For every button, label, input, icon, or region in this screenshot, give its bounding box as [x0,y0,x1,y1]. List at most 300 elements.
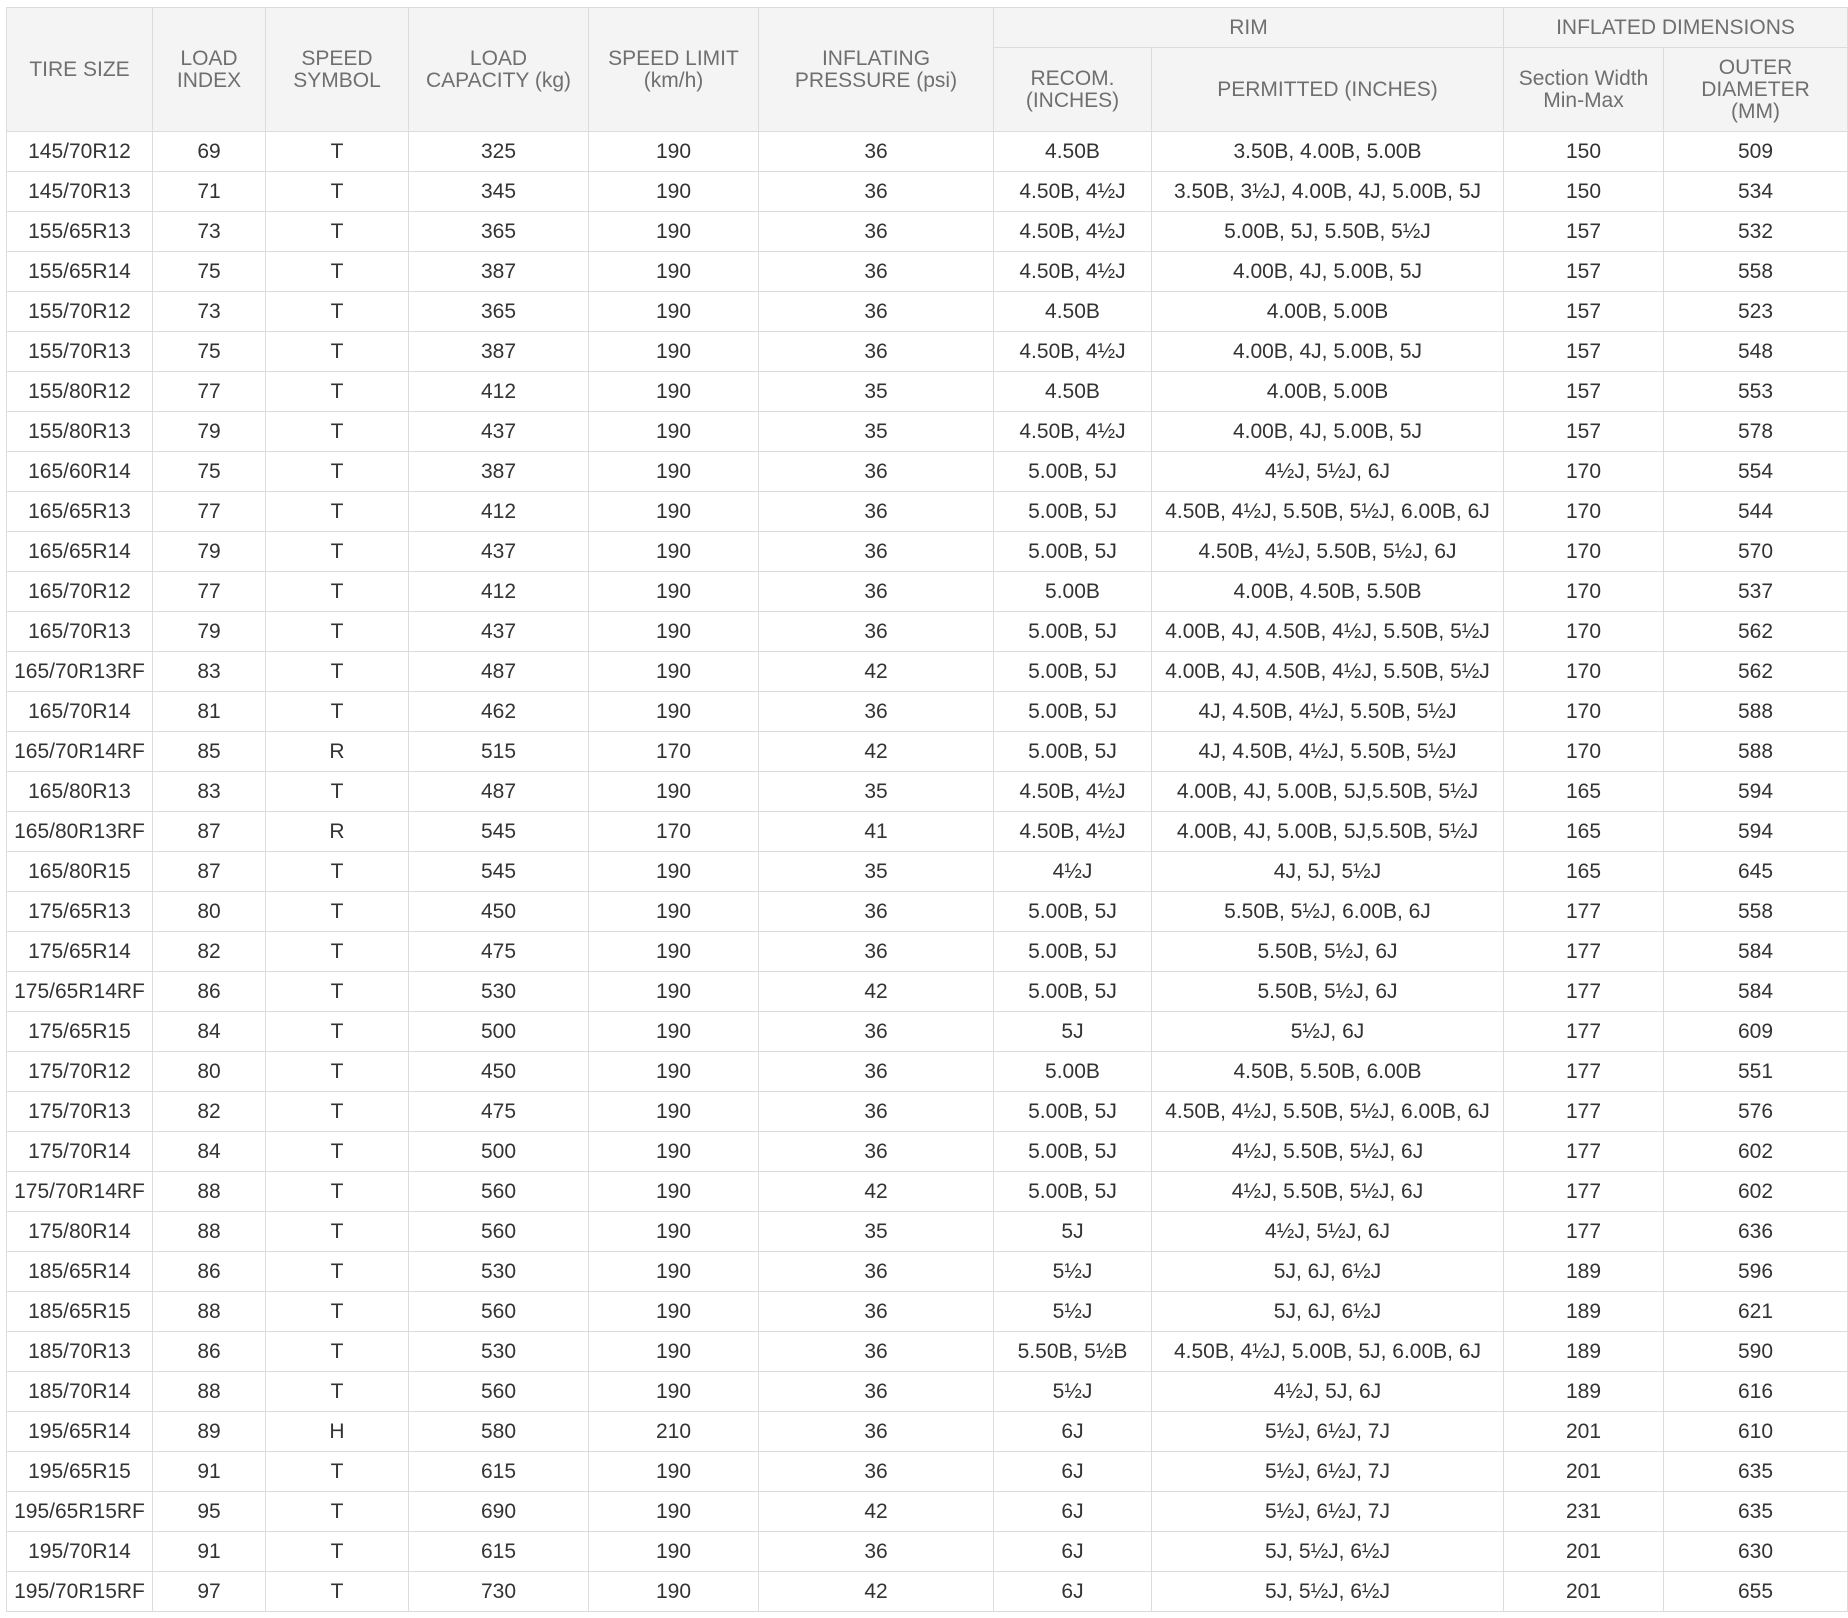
header-inflated-dimensions: INFLATED DIMENSIONS [1504,8,1848,48]
section-width-cell: 177 [1504,1132,1664,1172]
outer-diameter-cell: 645 [1664,852,1848,892]
tire-size-cell: 165/65R14 [7,532,153,572]
speed-symbol-cell: T [266,972,409,1012]
outer-diameter-cell: 594 [1664,812,1848,852]
section-width-cell: 201 [1504,1572,1664,1612]
rim-permitted-cell: 4½J, 5.50B, 5½J, 6J [1152,1132,1504,1172]
load-index-cell: 91 [153,1532,266,1572]
section-width-cell: 150 [1504,172,1664,212]
load-index-cell: 88 [153,1292,266,1332]
speed-limit-cell: 170 [589,732,759,772]
speed-limit-cell: 190 [589,852,759,892]
outer-diameter-cell: 588 [1664,732,1848,772]
speed-symbol-cell: T [266,1492,409,1532]
inflating-pressure-cell: 36 [759,1372,994,1412]
load-index-cell: 83 [153,772,266,812]
table-row [7,172,1848,212]
table-row [7,1332,1848,1372]
inflating-pressure-cell: 42 [759,1492,994,1532]
outer-diameter-cell: 523 [1664,292,1848,332]
load-index-cell: 79 [153,412,266,452]
speed-symbol-cell: T [266,1532,409,1572]
tire-size-cell: 185/70R14 [7,1372,153,1412]
section-width-cell: 177 [1504,1052,1664,1092]
speed-symbol-cell: T [266,612,409,652]
section-width-cell: 177 [1504,1012,1664,1052]
load-capacity-cell: 530 [409,1332,589,1372]
rim-permitted-cell: 4½J, 5.50B, 5½J, 6J [1152,1172,1504,1212]
inflating-pressure-cell: 36 [759,1452,994,1492]
rim-permitted-cell: 4.00B, 4J, 4.50B, 4½J, 5.50B, 5½J [1152,652,1504,692]
load-index-cell: 84 [153,1012,266,1052]
tire-size-cell: 165/80R15 [7,852,153,892]
speed-symbol-cell: T [266,1292,409,1332]
rim-permitted-cell: 5J, 5½J, 6½J [1152,1572,1504,1612]
tire-size-cell: 155/70R12 [7,292,153,332]
load-capacity-cell: 475 [409,1092,589,1132]
speed-limit-cell: 190 [589,892,759,932]
speed-limit-cell: 190 [589,692,759,732]
header-outer-diameter: OUTER DIAMETER (MM) [1664,48,1848,132]
section-width-cell: 189 [1504,1372,1664,1412]
section-width-cell: 157 [1504,212,1664,252]
rim-recom-cell: 5.00B, 5J [994,652,1152,692]
tire-size-cell: 195/65R15RF [7,1492,153,1532]
load-capacity-cell: 545 [409,852,589,892]
rim-recom-cell: 4.50B, 4½J [994,772,1152,812]
speed-limit-cell: 190 [589,212,759,252]
inflating-pressure-cell: 41 [759,812,994,852]
load-index-cell: 86 [153,1252,266,1292]
inflating-pressure-cell: 42 [759,652,994,692]
load-index-cell: 82 [153,932,266,972]
speed-limit-cell: 190 [589,412,759,452]
outer-diameter-cell: 562 [1664,612,1848,652]
rim-permitted-cell: 4.00B, 5.00B [1152,292,1504,332]
speed-limit-cell: 190 [589,1092,759,1132]
header-load-capacity: LOAD CAPACITY (kg) [409,8,589,132]
load-capacity-cell: 615 [409,1532,589,1572]
tire-size-cell: 165/70R12 [7,572,153,612]
tire-size-cell: 175/65R14RF [7,972,153,1012]
load-index-cell: 86 [153,972,266,1012]
speed-limit-cell: 190 [589,572,759,612]
load-capacity-cell: 437 [409,612,589,652]
speed-limit-cell: 190 [589,1372,759,1412]
inflating-pressure-cell: 36 [759,932,994,972]
load-capacity-cell: 500 [409,1132,589,1172]
speed-symbol-cell: T [266,1452,409,1492]
load-capacity-cell: 560 [409,1212,589,1252]
rim-permitted-cell: 4J, 4.50B, 4½J, 5.50B, 5½J [1152,692,1504,732]
rim-permitted-cell: 4.00B, 4J, 5.00B, 5J,5.50B, 5½J [1152,772,1504,812]
load-capacity-cell: 437 [409,532,589,572]
load-capacity-cell: 365 [409,212,589,252]
table-row [7,1532,1848,1572]
inflating-pressure-cell: 36 [759,1412,994,1452]
tire-size-cell: 185/70R13 [7,1332,153,1372]
speed-symbol-cell: T [266,852,409,892]
rim-recom-cell: 4.50B [994,292,1152,332]
inflating-pressure-cell: 36 [759,492,994,532]
header-inflating-pressure: INFLATING PRESSURE (psi) [759,8,994,132]
load-index-cell: 83 [153,652,266,692]
inflating-pressure-cell: 35 [759,1212,994,1252]
tire-spec-table-container [6,7,1848,1612]
table-row [7,1092,1848,1132]
outer-diameter-cell: 562 [1664,652,1848,692]
speed-symbol-cell: T [266,252,409,292]
rim-permitted-cell: 5.50B, 5½J, 6.00B, 6J [1152,892,1504,932]
rim-permitted-cell: 4½J, 5½J, 6J [1152,452,1504,492]
tire-spec-table [6,7,1848,1612]
inflating-pressure-cell: 36 [759,1132,994,1172]
speed-limit-cell: 190 [589,452,759,492]
rim-recom-cell: 4.50B, 4½J [994,332,1152,372]
rim-permitted-cell: 4J, 5J, 5½J [1152,852,1504,892]
speed-limit-cell: 190 [589,932,759,972]
speed-limit-cell: 190 [589,1012,759,1052]
speed-symbol-cell: T [266,412,409,452]
table-row [7,692,1848,732]
rim-recom-cell: 6J [994,1452,1152,1492]
speed-symbol-cell: T [266,452,409,492]
table-row [7,732,1848,772]
load-capacity-cell: 515 [409,732,589,772]
load-capacity-cell: 437 [409,412,589,452]
outer-diameter-cell: 635 [1664,1452,1848,1492]
rim-permitted-cell: 5J, 6J, 6½J [1152,1252,1504,1292]
tire-size-cell: 165/70R14 [7,692,153,732]
table-row [7,252,1848,292]
table-row [7,772,1848,812]
load-index-cell: 82 [153,1092,266,1132]
load-capacity-cell: 365 [409,292,589,332]
outer-diameter-cell: 551 [1664,1052,1848,1092]
outer-diameter-cell: 578 [1664,412,1848,452]
inflating-pressure-cell: 36 [759,332,994,372]
speed-symbol-cell: T [266,652,409,692]
tire-size-cell: 175/65R15 [7,1012,153,1052]
rim-permitted-cell: 4.50B, 4½J, 5.50B, 5½J, 6.00B, 6J [1152,1092,1504,1132]
header-rim: RIM [994,8,1504,48]
tire-size-cell: 175/70R12 [7,1052,153,1092]
section-width-cell: 157 [1504,332,1664,372]
speed-symbol-cell: T [266,1012,409,1052]
inflating-pressure-cell: 35 [759,852,994,892]
rim-permitted-cell: 4J, 4.50B, 4½J, 5.50B, 5½J [1152,732,1504,772]
rim-recom-cell: 4.50B, 4½J [994,812,1152,852]
rim-recom-cell: 4.50B [994,372,1152,412]
speed-symbol-cell: T [266,532,409,572]
table-row [7,1492,1848,1532]
speed-symbol-cell: T [266,772,409,812]
rim-recom-cell: 5.00B, 5J [994,892,1152,932]
speed-limit-cell: 190 [589,1572,759,1612]
table-row [7,1292,1848,1332]
outer-diameter-cell: 584 [1664,932,1848,972]
load-index-cell: 77 [153,372,266,412]
speed-limit-cell: 190 [589,1532,759,1572]
speed-symbol-cell: T [266,1132,409,1172]
speed-limit-cell: 190 [589,1212,759,1252]
tire-size-cell: 195/65R15 [7,1452,153,1492]
speed-limit-cell: 190 [589,252,759,292]
speed-symbol-cell: T [266,492,409,532]
tire-size-cell: 145/70R12 [7,132,153,172]
section-width-cell: 157 [1504,292,1664,332]
inflating-pressure-cell: 36 [759,172,994,212]
tire-size-cell: 175/65R13 [7,892,153,932]
rim-recom-cell: 5.00B, 5J [994,692,1152,732]
inflating-pressure-cell: 36 [759,1052,994,1092]
speed-symbol-cell: T [266,1372,409,1412]
table-row [7,1572,1848,1612]
outer-diameter-cell: 602 [1664,1172,1848,1212]
load-index-cell: 73 [153,212,266,252]
speed-limit-cell: 190 [589,612,759,652]
load-capacity-cell: 412 [409,372,589,412]
outer-diameter-cell: 621 [1664,1292,1848,1332]
outer-diameter-cell: 554 [1664,452,1848,492]
table-row [7,452,1848,492]
rim-permitted-cell: 5.00B, 5J, 5.50B, 5½J [1152,212,1504,252]
load-capacity-cell: 325 [409,132,589,172]
rim-permitted-cell: 5½J, 6J [1152,1012,1504,1052]
rim-permitted-cell: 4½J, 5½J, 6J [1152,1212,1504,1252]
outer-diameter-cell: 532 [1664,212,1848,252]
load-index-cell: 79 [153,532,266,572]
table-row [7,1052,1848,1092]
section-width-cell: 170 [1504,652,1664,692]
section-width-cell: 170 [1504,452,1664,492]
outer-diameter-cell: 558 [1664,252,1848,292]
load-index-cell: 89 [153,1412,266,1452]
load-capacity-cell: 387 [409,252,589,292]
outer-diameter-cell: 655 [1664,1572,1848,1612]
outer-diameter-cell: 590 [1664,1332,1848,1372]
section-width-cell: 170 [1504,532,1664,572]
tire-size-cell: 175/70R14 [7,1132,153,1172]
speed-symbol-cell: T [266,1332,409,1372]
section-width-cell: 189 [1504,1332,1664,1372]
speed-symbol-cell: T [266,1212,409,1252]
section-width-cell: 177 [1504,892,1664,932]
load-capacity-cell: 530 [409,1252,589,1292]
section-width-cell: 157 [1504,412,1664,452]
load-index-cell: 73 [153,292,266,332]
section-width-cell: 170 [1504,492,1664,532]
inflating-pressure-cell: 36 [759,1252,994,1292]
table-row [7,972,1848,1012]
header-speed-limit: SPEED LIMIT (km/h) [589,8,759,132]
outer-diameter-cell: 616 [1664,1372,1848,1412]
section-width-cell: 177 [1504,1172,1664,1212]
outer-diameter-cell: 635 [1664,1492,1848,1532]
section-width-cell: 157 [1504,252,1664,292]
speed-symbol-cell: T [266,372,409,412]
table-row [7,932,1848,972]
tire-size-cell: 155/80R13 [7,412,153,452]
speed-limit-cell: 190 [589,652,759,692]
table-row [7,132,1848,172]
load-capacity-cell: 580 [409,1412,589,1452]
inflating-pressure-cell: 36 [759,1532,994,1572]
table-row [7,1372,1848,1412]
speed-limit-cell: 190 [589,1492,759,1532]
rim-recom-cell: 5.00B, 5J [994,732,1152,772]
rim-permitted-cell: 5½J, 6½J, 7J [1152,1412,1504,1452]
header-rim-recom: RECOM. (INCHES) [994,48,1152,132]
speed-symbol-cell: T [266,1052,409,1092]
tire-size-cell: 165/65R13 [7,492,153,532]
speed-symbol-cell: T [266,572,409,612]
table-row [7,1172,1848,1212]
load-capacity-cell: 545 [409,812,589,852]
speed-symbol-cell: T [266,1172,409,1212]
outer-diameter-cell: 630 [1664,1532,1848,1572]
load-capacity-cell: 387 [409,332,589,372]
section-width-cell: 165 [1504,812,1664,852]
speed-limit-cell: 190 [589,1452,759,1492]
load-index-cell: 91 [153,1452,266,1492]
speed-symbol-cell: T [266,892,409,932]
table-row [7,1132,1848,1172]
speed-symbol-cell: T [266,1252,409,1292]
speed-limit-cell: 170 [589,812,759,852]
table-row [7,1452,1848,1492]
inflating-pressure-cell: 36 [759,572,994,612]
rim-recom-cell: 5.00B, 5J [994,1172,1152,1212]
load-index-cell: 81 [153,692,266,732]
speed-symbol-cell: T [266,332,409,372]
speed-limit-cell: 190 [589,1292,759,1332]
rim-recom-cell: 5½J [994,1292,1152,1332]
table-row [7,492,1848,532]
inflating-pressure-cell: 36 [759,212,994,252]
section-width-cell: 201 [1504,1452,1664,1492]
rim-permitted-cell: 4.50B, 4½J, 5.00B, 5J, 6.00B, 6J [1152,1332,1504,1372]
section-width-cell: 177 [1504,1092,1664,1132]
speed-symbol-cell: T [266,172,409,212]
table-row [7,332,1848,372]
tire-size-cell: 165/70R13RF [7,652,153,692]
rim-permitted-cell: 4.00B, 5.00B [1152,372,1504,412]
rim-recom-cell: 4½J [994,852,1152,892]
speed-symbol-cell: T [266,212,409,252]
load-index-cell: 75 [153,252,266,292]
section-width-cell: 177 [1504,932,1664,972]
section-width-cell: 170 [1504,732,1664,772]
load-index-cell: 79 [153,612,266,652]
table-row [7,892,1848,932]
rim-permitted-cell: 4.00B, 4.50B, 5.50B [1152,572,1504,612]
outer-diameter-cell: 584 [1664,972,1848,1012]
load-index-cell: 84 [153,1132,266,1172]
inflating-pressure-cell: 42 [759,732,994,772]
tire-size-cell: 165/70R14RF [7,732,153,772]
section-width-cell: 177 [1504,972,1664,1012]
load-capacity-cell: 462 [409,692,589,732]
section-width-cell: 165 [1504,772,1664,812]
section-width-cell: 150 [1504,132,1664,172]
outer-diameter-cell: 558 [1664,892,1848,932]
rim-recom-cell: 5J [994,1012,1152,1052]
load-capacity-cell: 615 [409,1452,589,1492]
load-capacity-cell: 560 [409,1292,589,1332]
load-capacity-cell: 387 [409,452,589,492]
speed-symbol-cell: R [266,812,409,852]
speed-limit-cell: 190 [589,172,759,212]
tire-size-cell: 155/65R14 [7,252,153,292]
load-index-cell: 85 [153,732,266,772]
table-row [7,1412,1848,1452]
speed-limit-cell: 190 [589,772,759,812]
table-row [7,1012,1848,1052]
outer-diameter-cell: 602 [1664,1132,1848,1172]
speed-limit-cell: 190 [589,1252,759,1292]
load-index-cell: 80 [153,1052,266,1092]
rim-recom-cell: 5.00B, 5J [994,1132,1152,1172]
tire-size-cell: 165/80R13 [7,772,153,812]
rim-recom-cell: 5½J [994,1372,1152,1412]
rim-permitted-cell: 5.50B, 5½J, 6J [1152,932,1504,972]
rim-permitted-cell: 4.50B, 4½J, 5.50B, 5½J, 6J [1152,532,1504,572]
outer-diameter-cell: 534 [1664,172,1848,212]
rim-permitted-cell: 4.00B, 4J, 5.00B, 5J [1152,412,1504,452]
section-width-cell: 170 [1504,612,1664,652]
table-row [7,1212,1848,1252]
tire-size-cell: 195/70R15RF [7,1572,153,1612]
table-body [7,132,1848,1612]
tire-size-cell: 175/80R14 [7,1212,153,1252]
outer-diameter-cell: 570 [1664,532,1848,572]
header-tire-size: TIRE SIZE [7,8,153,132]
load-capacity-cell: 690 [409,1492,589,1532]
inflating-pressure-cell: 36 [759,532,994,572]
table-header [7,8,1848,132]
outer-diameter-cell: 588 [1664,692,1848,732]
outer-diameter-cell: 594 [1664,772,1848,812]
rim-recom-cell: 5.00B, 5J [994,972,1152,1012]
inflating-pressure-cell: 42 [759,1172,994,1212]
tire-size-cell: 165/60R14 [7,452,153,492]
rim-recom-cell: 5½J [994,1252,1152,1292]
speed-symbol-cell: T [266,692,409,732]
inflating-pressure-cell: 36 [759,452,994,492]
speed-symbol-cell: T [266,1572,409,1612]
inflating-pressure-cell: 36 [759,132,994,172]
inflating-pressure-cell: 36 [759,292,994,332]
load-capacity-cell: 345 [409,172,589,212]
speed-symbol-cell: H [266,1412,409,1452]
inflating-pressure-cell: 36 [759,1092,994,1132]
rim-recom-cell: 5.00B [994,1052,1152,1092]
table-row [7,572,1848,612]
rim-recom-cell: 6J [994,1492,1152,1532]
load-index-cell: 86 [153,1332,266,1372]
outer-diameter-cell: 636 [1664,1212,1848,1252]
inflating-pressure-cell: 42 [759,1572,994,1612]
header-section-width: Section Width Min-Max [1504,48,1664,132]
speed-symbol-cell: R [266,732,409,772]
load-capacity-cell: 560 [409,1172,589,1212]
speed-limit-cell: 190 [589,132,759,172]
tire-size-cell: 155/70R13 [7,332,153,372]
speed-limit-cell: 190 [589,292,759,332]
section-width-cell: 170 [1504,572,1664,612]
load-capacity-cell: 450 [409,892,589,932]
